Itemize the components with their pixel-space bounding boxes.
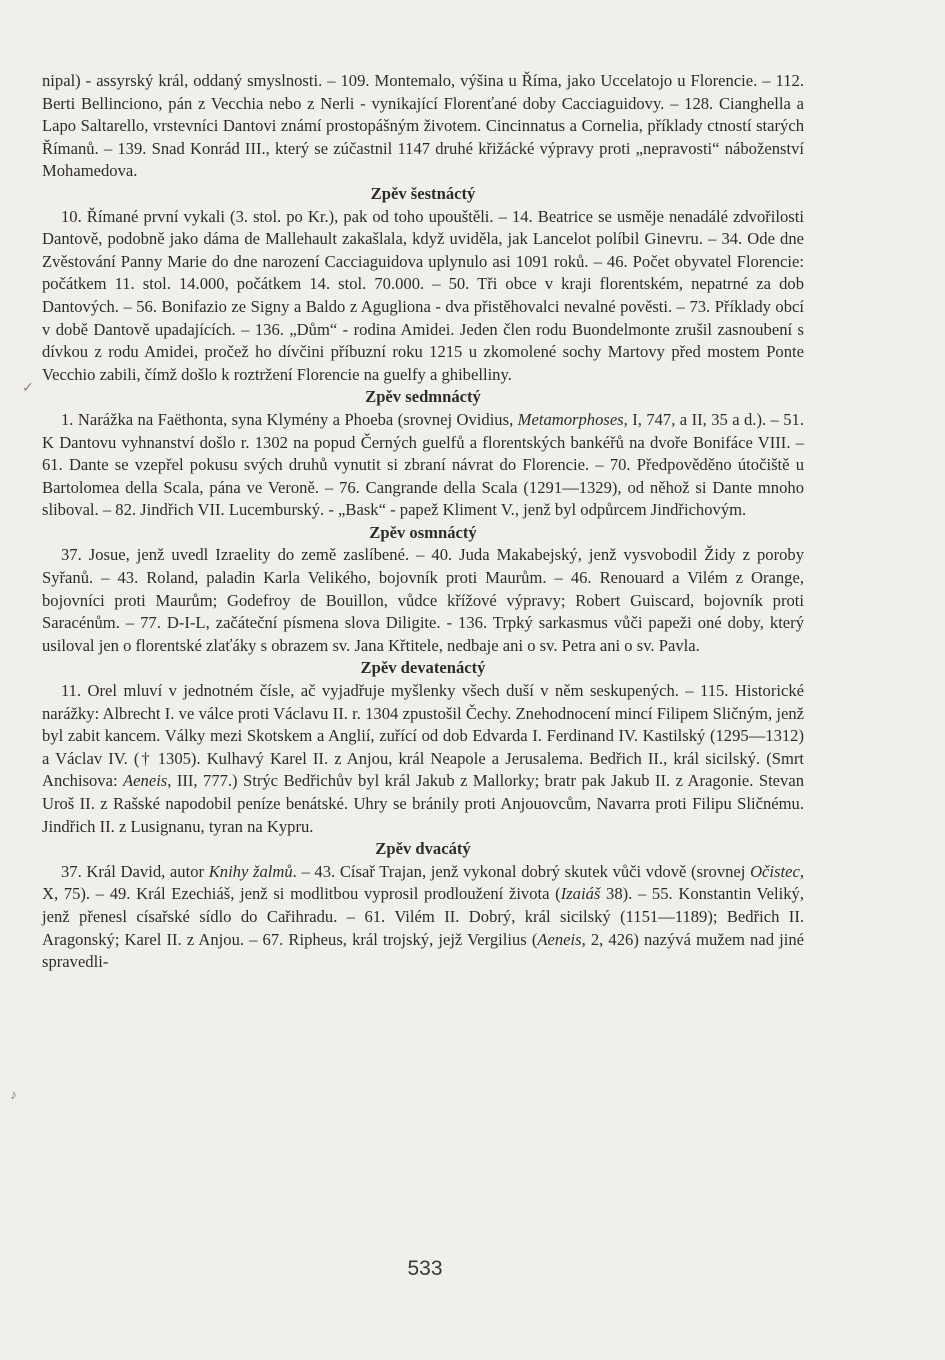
section-text-19 bbox=[42, 680, 804, 838]
text-span: , X, 75). – 49. Král Ezechiáš, jenž si modlitbou vyprosil prodloužení života ( bbox=[42, 861, 804, 904]
margin-mark: ♪ bbox=[10, 1088, 17, 1103]
section-text-18: 37. Josue, jenž uvedl Izraelity do země zaslíbené. – 40. Juda Makabejský, jenž vysvobodil Židy z poroby Syřanů. – 43. Roland, paladin Karla Velikého, bojovník proti Maurům. – 46. Renouard a Vilém z Orange, bojovníci proti Maurům; Godefroy de Bouillon, vůdce křížové výpravy; Robert Guiscard, bojovník proti Saracénům. – 77. D-I-L, začáteční písmena slova Diligite. - 136. Trpký sarkasmus vůči papeži oné doby, který usiloval jen o florentské zlaťáky s obrazem sv. Jana Křtitele, nedbaje ani o sv. Petra ani o sv. Pavla. bbox=[42, 545, 804, 655]
italic-title: Metamorphoses bbox=[517, 409, 624, 429]
section-heading-17: Zpěv sedmnáctý bbox=[365, 387, 481, 407]
section-heading-19: Zpěv devatenáctý bbox=[360, 658, 486, 678]
italic-title: Izaiáš bbox=[560, 884, 601, 904]
section-text-17 bbox=[42, 409, 804, 522]
italic-title: Aeneis bbox=[123, 771, 168, 791]
text-span: 37. Král David, autor bbox=[61, 861, 209, 881]
page-body bbox=[42, 70, 804, 974]
italic-title: Aeneis bbox=[537, 929, 582, 949]
intro-paragraph: nipal) - assyrský král, oddaný smyslnosti. – 109. Montemalo, výšina u Říma, jako Uccelatojo u Florencie. – 112. Berti Bellinciono, pán z Vecchia nebo z Nerli - vynikající Florenťané doby Cacciaguidovy. – 128. Cianghella a Lapo Saltarello, vrstevníci Dantovi známí prostopášným životem. Cincinnatus a Cornelia, příklady ctností starých Římanů. – 139. Snad Konrád III., který se zúčastnil 1147 druhé křižácké výpravy proti „nepravosti“ náboženství Mohamedova. bbox=[42, 71, 804, 181]
section-text-20 bbox=[42, 861, 804, 974]
italic-title: Očistec bbox=[750, 861, 800, 881]
section-heading-18: Zpěv osmnáctý bbox=[369, 522, 477, 542]
text-span: 11. Orel mluví v jednotném čísle, ač vyjadřuje myšlenky všech duší v něm seskupených. – 115. Historické narážky: Albrecht I. ve válce proti Václavu II. r. 1304 zpustošil Čechy. Znehodnocení mincí Filipem Sličným, jenž byl zabit kancem. Války mezi Skotskem a Anglií, zuřící od dob Edvarda I. Ferdinand IV. Kastilský (1295—1312) a Václav IV. († 1305). Kulhavý Karel II. z Anjou, král Neapole a Jerusalema. Bedřich II., král sicilský. (Smrt Anchisova: bbox=[42, 681, 804, 791]
section-heading-16: Zpěv šestnáctý bbox=[370, 183, 476, 203]
text-span: , III, 777.) Strýc Bedřichův byl král Jakub z Mallorky; bratr pak Jakub II. z Aragonie. Stevan Uroš II. z Rašské napodobil peníze benátské. Uhry se bránily proti Anjouovcům, Navarra proti Filipu Sličnému. Jindřich II. z Lusignanu, tyran na Kypru. bbox=[42, 771, 805, 836]
text-span: . – 43. Císař Trajan, jenž vykonal dobrý skutek vůči vdově (srovnej bbox=[292, 861, 751, 881]
section-text-16: 10. Římané první vykali (3. stol. po Kr.), pak od toho upouštěli. – 14. Beatrice se usměje nenadálé zdvořilosti Dantově, podobně jako dáma de Mallehault zakašlala, když uviděla, jak Lancelot políbil Ginevru. – 34. Ode dne Zvěstování Panny Marie do dne narození Cacciaguidova uplynulo asi 1091 roků. – 46. Počet obyvatel Florencie: počátkem 11. stol. 14.000, počátkem 14. stol. 70.000. – 50. Tři obce v kraji florentském, nepatrné za dob Dantových. – 56. Bonifazio ze Signy a Baldo z Agugliona - dva přistěhovalci nevalné pověsti. – 73. Příklady obcí v době Dantově upadajících. – 136. „Dům“ - rodina Amidei. Jeden člen rodu Buondelmonte zrušil zasnoubení s dívkou z rodu Amidei, pročež ho dívčini příbuzní roku 1215 u zkomolené sochy Martovy před mostem Ponte Vecchio zabili, čímž došlo k roztržení Florencie na guelfy a ghibelliny. bbox=[42, 206, 804, 384]
margin-mark: ✓ bbox=[22, 381, 34, 396]
page-number: 533 bbox=[407, 1257, 443, 1280]
italic-title: Knihy žalmů bbox=[208, 861, 293, 881]
text-span: , 2, 426) nazývá mužem nad jiné spravedli- bbox=[42, 929, 804, 972]
text-span: 1. Narážka na Faëthonta, syna Klymény a Phoeba (srovnej Ovidius, bbox=[61, 409, 518, 429]
text-span: 38). – 55. Konstantin Veliký, jenž přenesl císařské sídlo do Cařihradu. – 61. Vilém II. Dobrý, král sicilský (1151—1189); Bedřich II. Aragonský; Karel II. z Anjou. – 67. Ripheus, král trojský, jejž Vergilius ( bbox=[42, 884, 805, 949]
text-span: , I, 747, a II, 35 a d.). – 51. K Dantovu vyhnanství došlo r. 1302 na popud Černých guelfů a florentských bankéřů na dvoře Bonifáce VIII. – 61. Dante se vzepřel pokusu svých druhů vynutit si zbraní návrat do Florencie. – 70. Předpověděno útočiště u Bartolomea della Scala, pána ve Veroně. – 76. Cangrande della Scala (1291—1329), od něhož si Dante mnoho sliboval. – 82. Jindřich VII. Lucemburský. - „Bask“ - papež Kliment V., jenž byl odpůrcem Jindřichovým. bbox=[42, 409, 804, 520]
section-heading-20: Zpěv dvacátý bbox=[375, 839, 471, 859]
